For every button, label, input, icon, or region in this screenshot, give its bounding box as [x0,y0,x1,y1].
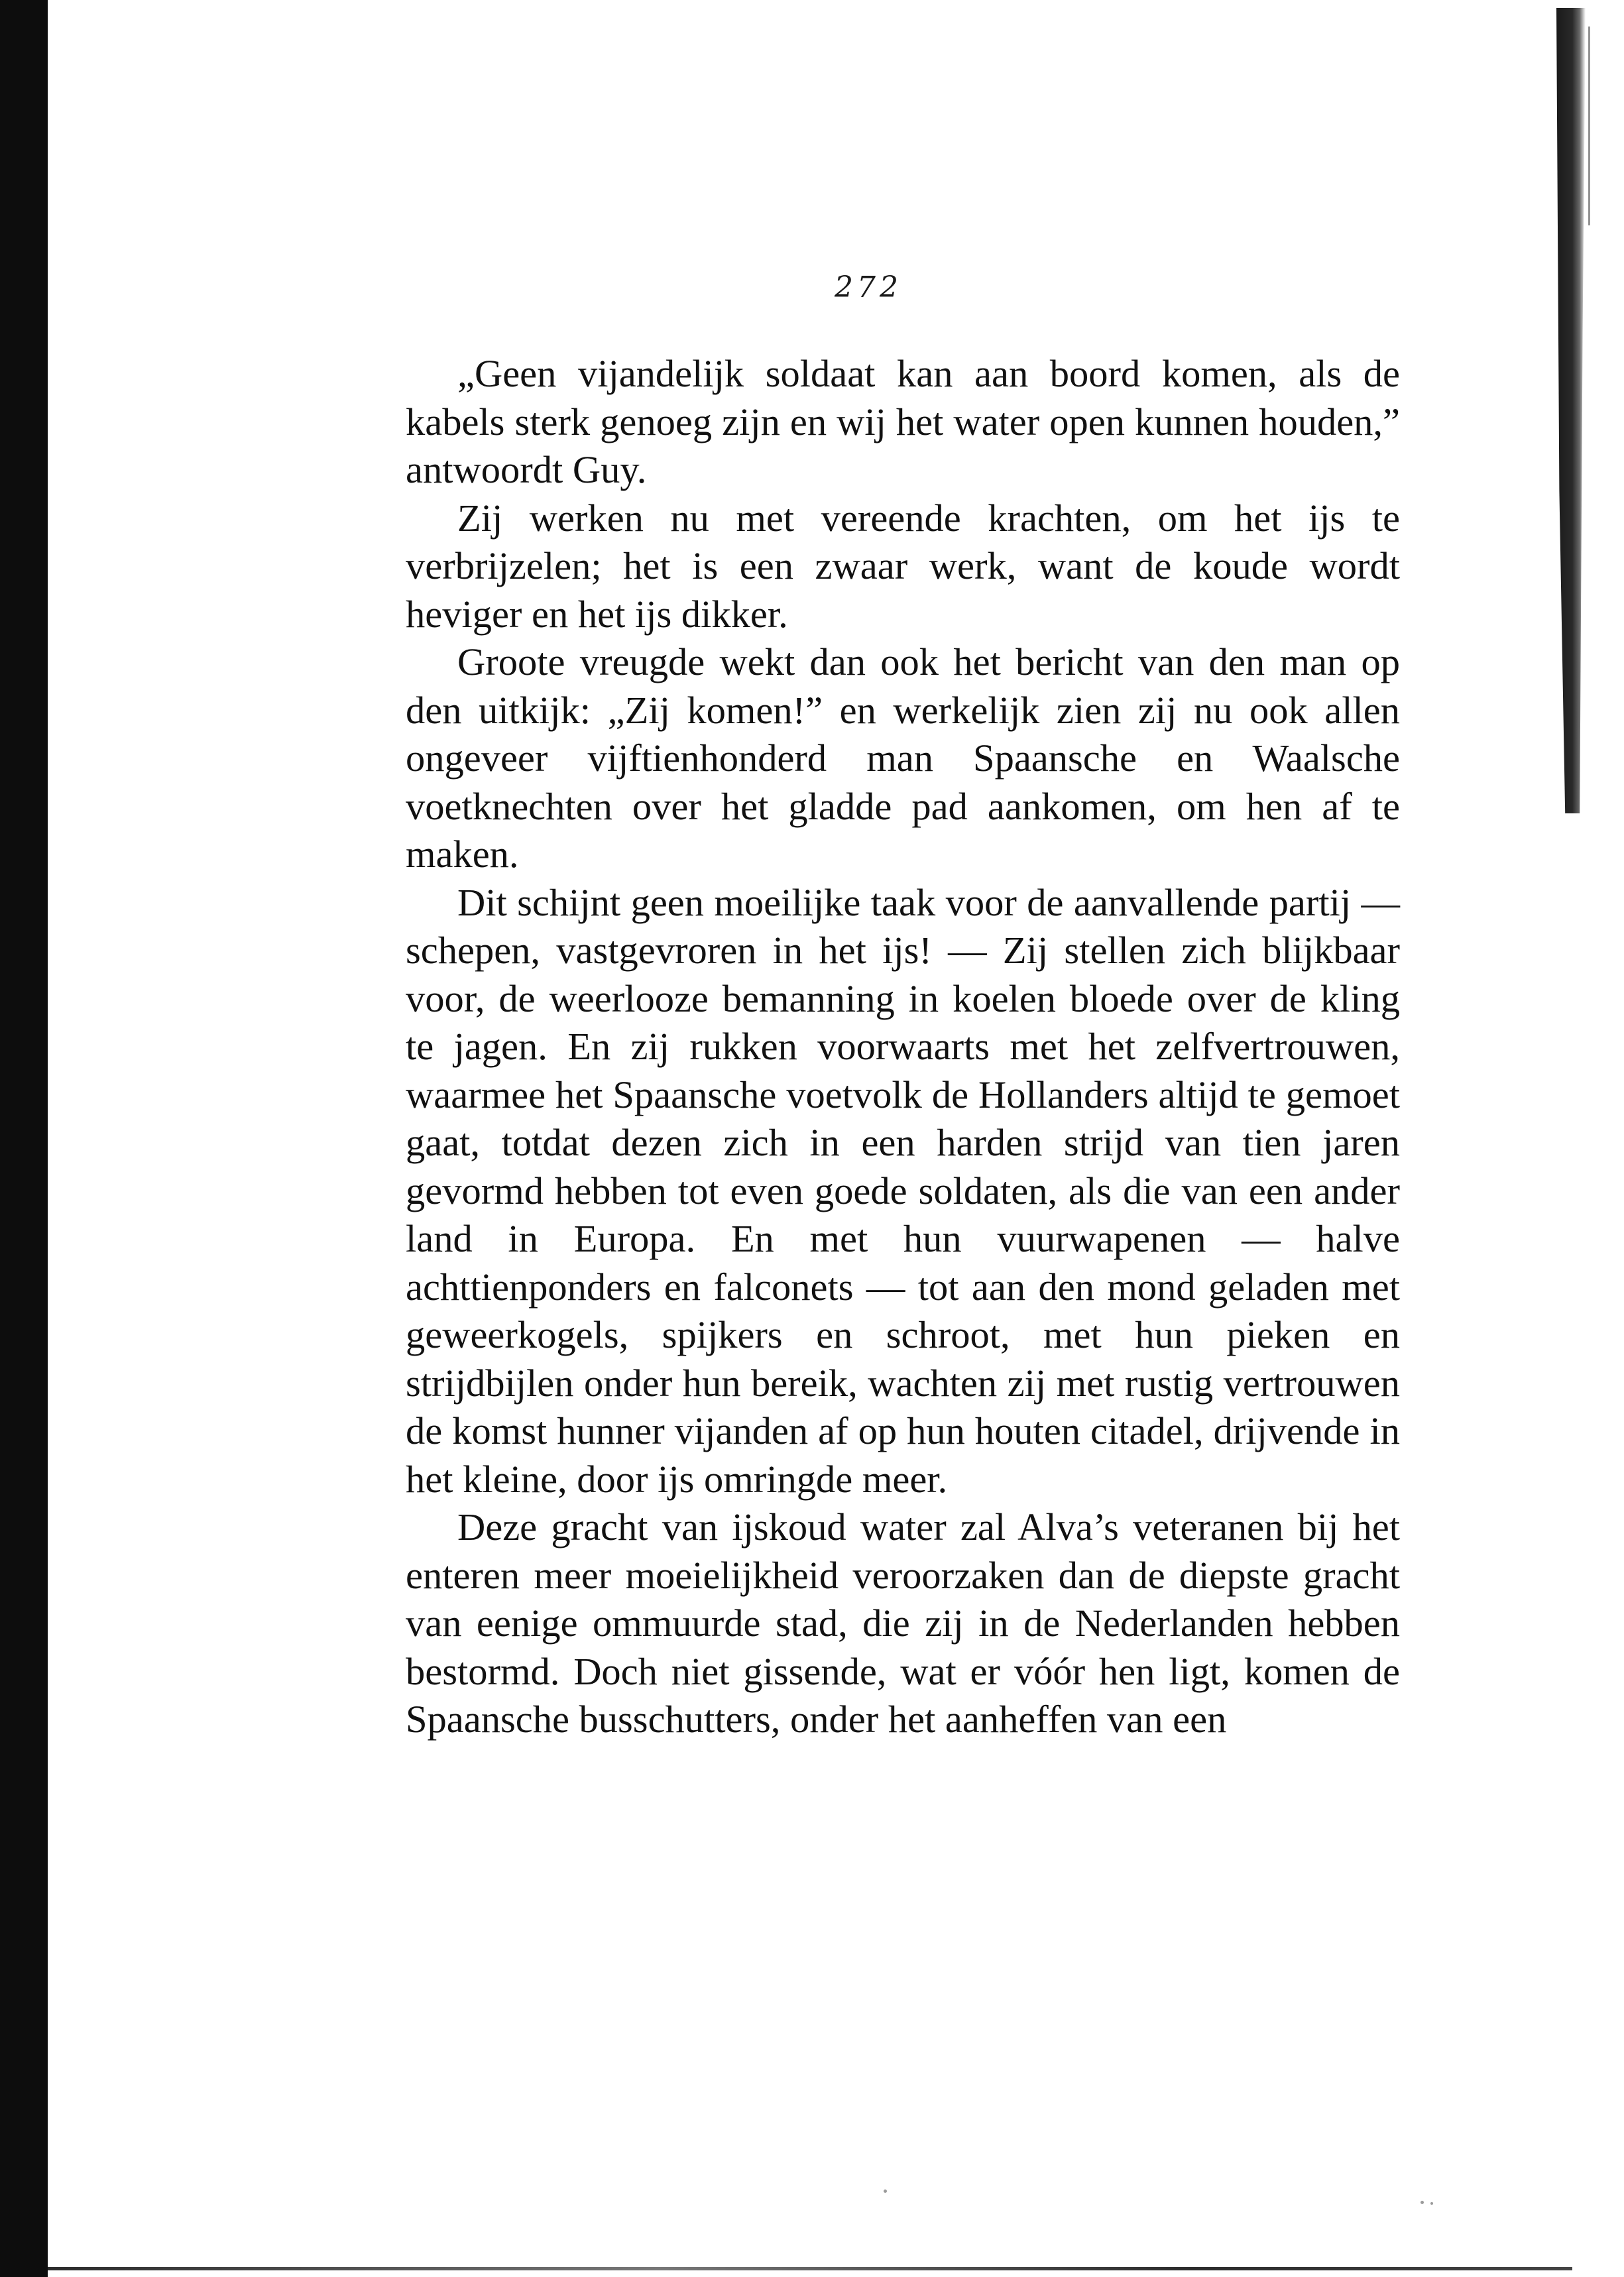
scan-border-left [0,0,48,2277]
body-text [406,350,1400,1744]
scan-border-bottom [48,2267,1572,2270]
paragraph: Dit schijnt geen moeilijke taak voor de aanvallende partij — schepen, vastgevroren in het ijs! — Zij stellen zich blijkbaar voor, de weerlooze bemanning in koelen bloede over de kling te jagen. En zij rukken voorwaarts met het zelfvertrouwen, waarmee het Spaansche voetvolk de Hollanders altijd te gemoet gaat, totdat dezen zich in een harden strijd van tien jaren gevormd hebben tot even goede soldaten, als die van een ander land in Europa. En met hun vuurwapenen — halve achttienponders en falconets — tot aan den mond geladen met geweerkogels, spijkers en schroot, met hun pieken en strijdbijlen onder hun bereik, wachten zij met rustig vertrouwen de komst hunner vijanden af op hun houten citadel, drijvende in het kleine, door ijs omringde meer. [406,880,1400,1501]
scan-speck [1421,2201,1424,2204]
scan-speck [1430,2202,1433,2205]
paragraph: Groote vreugde wekt dan ook het bericht van den man op den uitkijk: „Zij komen!” en werkelijk zien zij nu ook allen ongeveer vijftienhonderd man Spaansche en Waalsche voetknechten over het gladde pad aankomen, om hen af te maken. [406,640,1400,876]
paragraph: „Geen vijandelijk soldaat kan aan boord komen, als de kabels sterk genoeg zijn en wij het water open kunnen houden,” antwoordt Guy. [406,352,1400,491]
page-number: 272 [835,270,902,304]
paragraph: Deze gracht van ijskoud water zal Alva’s veteranen bij het enteren meer moeielijkheid veroorzaken dan de diepste gracht van eenige ommuurde stad, die zij in de Nederlanden hebben bestormd. Doch niet gissende, wat er vóór hen ligt, komen de Spaansche busschutters, onder het aanheffen van een [406,1505,1400,1741]
scan-border-right-shadow [1588,27,1610,225]
paragraph: Zij werken nu met vereende krachten, om het ijs te verbrijzelen; het is een zwaar werk, want de koude wordt heviger en het ijs dikker. [406,496,1400,636]
scan-speck [884,2189,887,2193]
scan-border-right [1556,8,1586,813]
